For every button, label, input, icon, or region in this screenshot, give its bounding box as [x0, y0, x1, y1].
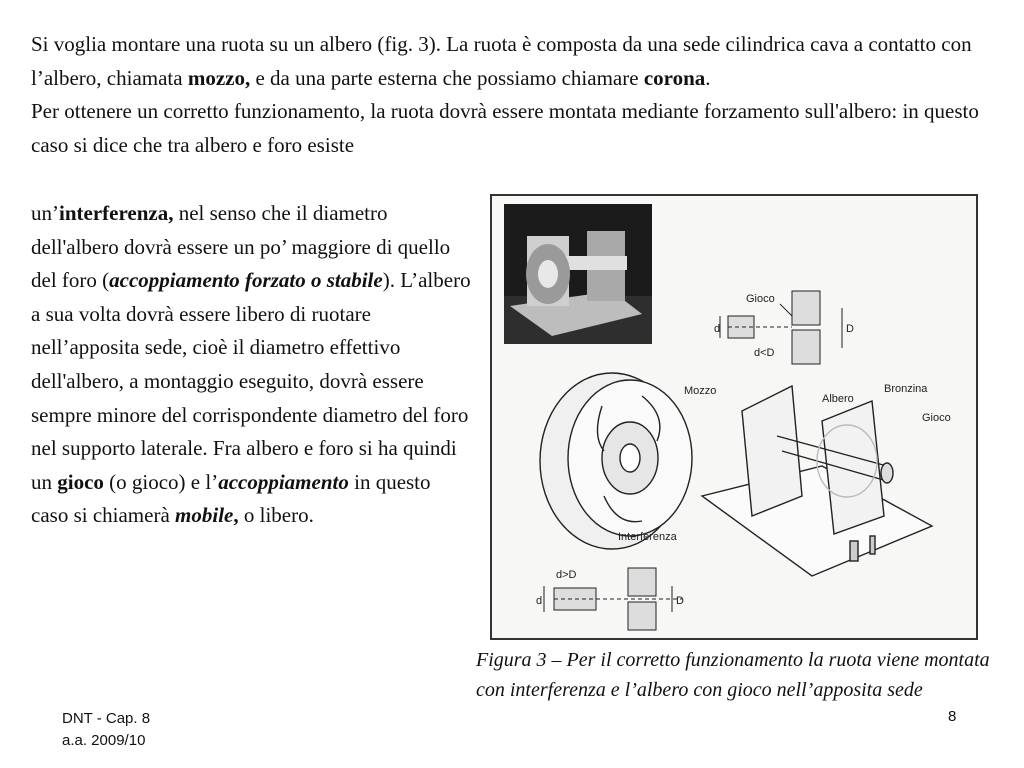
wheel-drawing [540, 373, 692, 549]
left-text-1: un’ [31, 201, 59, 225]
left-text-6: o libero. [238, 503, 314, 528]
label-gioco-right: Gioco [922, 412, 951, 424]
figure-3 [490, 194, 978, 640]
term-interferenza: interferenza, [59, 201, 174, 225]
label-gioco-top: Gioco [746, 293, 775, 305]
footer-course-info [62, 708, 150, 752]
left-text-2: nel senso che il diametro dell'albero dovrà essere un po’ maggiore di quello del foro ( [31, 201, 451, 293]
label-d-small-2: d [536, 595, 543, 607]
left-text-3: ). L’albero a sua volta dovrà essere libero di ruotare nell’apposita sede, cioè il diametro effettivo dell'albero, a montaggio eseguito, dovrà essere sempre minore del corrispondente diametro del foro nel supporto laterale. Fra albero e foro si ha quindi un [31, 268, 471, 494]
label-mozzo: Mozzo [684, 385, 717, 397]
intro-text-1: Si voglia montare una ruota su un albero (fig. 3). La ruota è composta da una sede cilindrica cava a contatto con l’albero, chiamata [31, 32, 972, 90]
assembly-photo [504, 204, 652, 344]
detail-gioco [720, 291, 842, 364]
term-mobile: mobile [175, 503, 234, 528]
left-text-5: in questo caso si chiamerà [31, 469, 431, 528]
support-drawing [702, 386, 932, 576]
term-corona: corona [643, 65, 706, 90]
intro-text-2: e da una parte esterna che possiamo chiamare [250, 65, 644, 90]
label-D-big: D [846, 323, 854, 335]
left-text-4: (o gioco) e l’ [103, 469, 219, 494]
footer-year: a.a. 2009/10 [62, 732, 146, 749]
term-mozzo: mozzo, [187, 65, 251, 90]
left-column-paragraph [31, 197, 471, 533]
term-accoppiamento-forzato: accoppiamento forzato o stabile [109, 268, 383, 293]
label-d-greater-D: d>D [556, 569, 577, 581]
intro-paragraph [31, 28, 1001, 162]
intro-text-4: Per ottenere un corretto funzionamento, la ruota dovrà essere montata mediante forzamento sull'albero: in questo caso si dice che tra albero e foro esiste [31, 99, 979, 157]
label-bronzina: Bronzina [884, 383, 928, 395]
intro-text-3: . [705, 65, 711, 90]
figure-caption: Figura 3 – Per il corretto funzionamento la ruota viene montata con interferenza e l’albero con gioco nell’apposita sede [476, 649, 990, 701]
label-D-big-2: D [676, 595, 684, 607]
term-gioco: gioco [57, 469, 104, 494]
label-albero: Albero [822, 393, 854, 405]
footer-chapter: DNT - Cap. 8 [62, 710, 151, 727]
term-accoppiamento: accoppiamento [218, 469, 349, 494]
label-interferenza: Interferenza [618, 531, 677, 543]
label-d-less-D: d<D [754, 347, 775, 359]
figure-drawing [492, 196, 976, 638]
label-d-small: d [714, 323, 721, 335]
left-comma: , [233, 503, 239, 528]
page-number: 8 [948, 708, 957, 725]
